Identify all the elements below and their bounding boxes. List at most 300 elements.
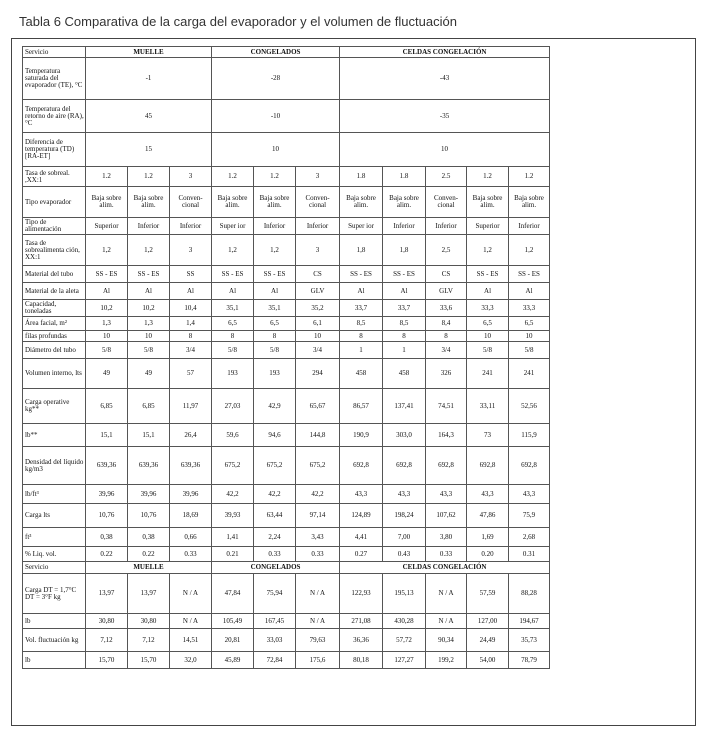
table-cell: 1.2 <box>509 167 550 187</box>
group-value-cell: -1 <box>86 58 212 100</box>
header-servicio: Servicio <box>23 47 86 58</box>
table-cell: Conven-cional <box>170 187 212 218</box>
table-cell: 0.27 <box>340 547 383 562</box>
row-label: Área facial, m² <box>23 317 86 331</box>
table-cell: Inferior <box>254 218 296 235</box>
table-cell: 2,5 <box>426 235 467 266</box>
row-label: Carga lts <box>23 504 86 528</box>
table-cell: 10 <box>128 331 170 342</box>
table-cell: 1,2 <box>128 235 170 266</box>
row-label: Carga operative kg** <box>23 389 86 424</box>
row-label: Volumen interno, lts <box>23 359 86 389</box>
table-row <box>23 342 550 359</box>
table-cell: Baja sobre alim. <box>383 187 426 218</box>
table-cell: 3 <box>296 167 340 187</box>
table-cell: 47,86 <box>467 504 509 528</box>
table-cell: 43,3 <box>426 485 467 504</box>
table-cell: 0,38 <box>128 528 170 547</box>
table-cell: SS <box>170 266 212 283</box>
table-cell: 430,28 <box>383 614 426 629</box>
table-cell: 5/8 <box>254 342 296 359</box>
table-cell: 115,9 <box>509 424 550 447</box>
table-cell: 10 <box>86 331 128 342</box>
row-label: Tasa de sobrealimenta ción, XX:1 <box>23 235 86 266</box>
table-row <box>23 629 550 652</box>
table-cell: 26,4 <box>170 424 212 447</box>
table-cell: 692,8 <box>426 447 467 485</box>
table-cell: N / A <box>170 574 212 614</box>
table-cell: Al <box>86 283 128 300</box>
row-label: lb <box>23 614 86 629</box>
table-cell: 39,93 <box>212 504 254 528</box>
table-cell: 5/8 <box>509 342 550 359</box>
table-cell: Inferior <box>509 218 550 235</box>
table-cell: 1,8 <box>340 235 383 266</box>
table-row <box>23 317 550 331</box>
table-cell: Al <box>340 283 383 300</box>
table-row <box>23 389 550 424</box>
table-cell: 15,70 <box>86 652 128 669</box>
table-cell: 35,73 <box>509 629 550 652</box>
table-cell: 33,6 <box>426 300 467 317</box>
table-cell: 33,11 <box>467 389 509 424</box>
table-cell: 65,67 <box>296 389 340 424</box>
table-cell: 57,72 <box>383 629 426 652</box>
table-cell: 5/8 <box>128 342 170 359</box>
section-row <box>23 58 550 100</box>
table-cell: 1,8 <box>383 235 426 266</box>
table-cell: 57,59 <box>467 574 509 614</box>
table-cell: 1,3 <box>128 317 170 331</box>
table-cell: Baja sobre alim. <box>212 187 254 218</box>
table-cell: 195,13 <box>383 574 426 614</box>
table-cell: 10 <box>296 331 340 342</box>
table-cell: 294 <box>296 359 340 389</box>
table-cell: 73 <box>467 424 509 447</box>
table-cell: 8,5 <box>340 317 383 331</box>
row-label: Material de la aleta <box>23 283 86 300</box>
table-cell: 39,96 <box>128 485 170 504</box>
table-cell: 8,4 <box>426 317 467 331</box>
table-cell: 6,5 <box>467 317 509 331</box>
table-cell: 10,2 <box>128 300 170 317</box>
table-cell: 63,44 <box>254 504 296 528</box>
table-cell: 10 <box>467 331 509 342</box>
table-row <box>23 300 550 317</box>
row-label: Temperatura saturada del evaporador (TE), °C <box>23 58 86 100</box>
row-label: Temperatura del retorno de aire (RA),°C <box>23 100 86 133</box>
table-cell: 14,51 <box>170 629 212 652</box>
row-label: Material del tubo <box>23 266 86 283</box>
table-cell: 43,3 <box>340 485 383 504</box>
table-cell: 42,2 <box>296 485 340 504</box>
table-cell: 198,24 <box>383 504 426 528</box>
table-cell: 7,12 <box>86 629 128 652</box>
table-cell: 45,89 <box>212 652 254 669</box>
table-cell: 47,84 <box>212 574 254 614</box>
table-cell: 199,2 <box>426 652 467 669</box>
table-cell: 36,36 <box>340 629 383 652</box>
table-cell: Conven-cional <box>296 187 340 218</box>
table-cell: 15,1 <box>86 424 128 447</box>
table-cell: 3 <box>170 235 212 266</box>
table-cell: 193 <box>212 359 254 389</box>
table-cell: 13,97 <box>86 574 128 614</box>
group-value-cell: -43 <box>340 58 550 100</box>
row-label: % Liq. vol. <box>23 547 86 562</box>
row-label: Capacidad, toneladas <box>23 300 86 317</box>
table-cell: 6,1 <box>296 317 340 331</box>
row-label: Carga DT = 1,7°C DT = 3°F kg <box>23 574 86 614</box>
table-cell: 32,0 <box>170 652 212 669</box>
table-cell: 639,36 <box>128 447 170 485</box>
table-cell: 49 <box>86 359 128 389</box>
table-cell: N / A <box>296 574 340 614</box>
table-cell: 0.33 <box>170 547 212 562</box>
table-row <box>23 528 550 547</box>
table-cell: 90,34 <box>426 629 467 652</box>
table-cell: 3,80 <box>426 528 467 547</box>
table-cell: 97,14 <box>296 504 340 528</box>
table-cell: 42,2 <box>212 485 254 504</box>
table-cell: 15,1 <box>128 424 170 447</box>
table-cell: 1 <box>340 342 383 359</box>
table-cell: Inferior <box>296 218 340 235</box>
table-cell: 6,85 <box>128 389 170 424</box>
section-row <box>23 133 550 167</box>
table-cell: 10 <box>509 331 550 342</box>
table-cell: 15,70 <box>128 652 170 669</box>
table-cell: 0.43 <box>383 547 426 562</box>
table-cell: 86,57 <box>340 389 383 424</box>
table-cell: 692,8 <box>467 447 509 485</box>
table-cell: 20,81 <box>212 629 254 652</box>
table-cell: SS - ES <box>383 266 426 283</box>
table-cell: 75,9 <box>509 504 550 528</box>
table-cell: 3 <box>296 235 340 266</box>
table-cell: 164,3 <box>426 424 467 447</box>
table-cell: 2,68 <box>509 528 550 547</box>
table-cell: 8,5 <box>383 317 426 331</box>
table-row <box>23 218 550 235</box>
table-cell: 3,43 <box>296 528 340 547</box>
table-cell: 3/4 <box>426 342 467 359</box>
table-cell: 1,2 <box>254 235 296 266</box>
table-cell: 122,93 <box>340 574 383 614</box>
table-cell: 1.8 <box>383 167 426 187</box>
page-title: Tabla 6 Comparativa de la carga del evaporador y el volumen de fluctuación <box>19 14 457 29</box>
table-row <box>23 331 550 342</box>
table-cell: 35,1 <box>212 300 254 317</box>
table-cell: 42,2 <box>254 485 296 504</box>
row-label: lb <box>23 652 86 669</box>
table-cell: 33,3 <box>467 300 509 317</box>
table-cell: 33,03 <box>254 629 296 652</box>
table-cell: 326 <box>426 359 467 389</box>
group-value-cell: -10 <box>212 100 340 133</box>
table-cell: 3/4 <box>296 342 340 359</box>
table-cell: 127,27 <box>383 652 426 669</box>
table-cell: 80,18 <box>340 652 383 669</box>
table-cell: 5/8 <box>467 342 509 359</box>
table-cell: 3 <box>170 167 212 187</box>
table-cell: 33,7 <box>383 300 426 317</box>
table-cell: 692,8 <box>509 447 550 485</box>
table-cell: 271,08 <box>340 614 383 629</box>
table-cell: Al <box>212 283 254 300</box>
row-label: filas profundas <box>23 331 86 342</box>
table-cell: 241 <box>509 359 550 389</box>
table-cell: GLV <box>426 283 467 300</box>
table-row <box>23 424 550 447</box>
row-label: Diferencia de temperatura (TD) [RA-ET] <box>23 133 86 167</box>
table-row <box>23 652 550 669</box>
table-cell: 94,6 <box>254 424 296 447</box>
table-cell: 33,3 <box>509 300 550 317</box>
table-cell: 35,2 <box>296 300 340 317</box>
table-cell: 88,28 <box>509 574 550 614</box>
table-row <box>23 504 550 528</box>
table-cell: 10,4 <box>170 300 212 317</box>
row-label: Vol. fluctuación kg <box>23 629 86 652</box>
table-cell: 78,79 <box>509 652 550 669</box>
table-cell: 2.5 <box>426 167 467 187</box>
table-cell: 6,85 <box>86 389 128 424</box>
table-cell: SS - ES <box>128 266 170 283</box>
table-cell: 33,7 <box>340 300 383 317</box>
table-cell: N / A <box>426 614 467 629</box>
row-label: Tipo de alimentación <box>23 218 86 235</box>
table-cell: 0.33 <box>254 547 296 562</box>
header-group: MUELLE <box>86 562 212 574</box>
table-cell: 675,2 <box>212 447 254 485</box>
table-cell: 193 <box>254 359 296 389</box>
table-cell: 74,51 <box>426 389 467 424</box>
table-cell: 1.2 <box>467 167 509 187</box>
table-cell: SS - ES <box>212 266 254 283</box>
row-label: Tasa de sobreal. ,XX:1 <box>23 167 86 187</box>
header-group: CELDAS CONGELACIÓN <box>340 562 550 574</box>
table-cell: 8 <box>383 331 426 342</box>
table-cell: Baja sobre alim. <box>86 187 128 218</box>
table-row <box>23 187 550 218</box>
table-cell: 3/4 <box>170 342 212 359</box>
table-cell: 0.33 <box>426 547 467 562</box>
table-cell: 5/8 <box>86 342 128 359</box>
table-cell: Al <box>383 283 426 300</box>
table-cell: 1.2 <box>128 167 170 187</box>
table-cell: 1,3 <box>86 317 128 331</box>
table-cell: 1,41 <box>212 528 254 547</box>
header-group: CONGELADOS <box>212 47 340 58</box>
table-cell: Baja sobre alim. <box>467 187 509 218</box>
table-cell: 72,84 <box>254 652 296 669</box>
table-cell: 303,0 <box>383 424 426 447</box>
table-cell: 52,56 <box>509 389 550 424</box>
table-cell: Super ior <box>340 218 383 235</box>
table-cell: Baja sobre alim. <box>340 187 383 218</box>
comparison-table <box>22 46 550 669</box>
table-cell: 0.22 <box>86 547 128 562</box>
table-cell: 639,36 <box>86 447 128 485</box>
table-cell: 0.31 <box>509 547 550 562</box>
table-row <box>23 359 550 389</box>
table-cell: 107,62 <box>426 504 467 528</box>
table-cell: Al <box>254 283 296 300</box>
row-label: Tipo evaporador <box>23 187 86 218</box>
table-cell: 458 <box>383 359 426 389</box>
table-cell: 1.2 <box>212 167 254 187</box>
table-cell: 675,2 <box>296 447 340 485</box>
table-cell: 1,2 <box>467 235 509 266</box>
table-cell: 2,24 <box>254 528 296 547</box>
table-header-row <box>23 47 550 58</box>
table-row <box>23 614 550 629</box>
table-cell: Super ior <box>212 218 254 235</box>
table-cell: 10,76 <box>128 504 170 528</box>
table-cell: 105,49 <box>212 614 254 629</box>
table-cell: 39,96 <box>170 485 212 504</box>
table-cell: 167,45 <box>254 614 296 629</box>
table-cell: SS - ES <box>86 266 128 283</box>
table-cell: 692,8 <box>383 447 426 485</box>
table-cell: 30,80 <box>86 614 128 629</box>
table-cell: 190,9 <box>340 424 383 447</box>
table-cell: SS - ES <box>509 266 550 283</box>
table-cell: 57 <box>170 359 212 389</box>
table-cell: 10,2 <box>86 300 128 317</box>
table-cell: 59,6 <box>212 424 254 447</box>
table-cell: SS - ES <box>340 266 383 283</box>
table-cell: 144,8 <box>296 424 340 447</box>
table-cell: 639,36 <box>170 447 212 485</box>
table-cell: 0,66 <box>170 528 212 547</box>
table-cell: GLV <box>296 283 340 300</box>
table-cell: Baja sobre alim. <box>128 187 170 218</box>
table-row <box>23 266 550 283</box>
table-cell: 39,96 <box>86 485 128 504</box>
table-cell: 1.2 <box>254 167 296 187</box>
table-cell: 8 <box>340 331 383 342</box>
table-cell: Baja sobre alim. <box>254 187 296 218</box>
group-value-cell: 10 <box>212 133 340 167</box>
table-cell: Al <box>128 283 170 300</box>
table-cell: Baja sobre alim. <box>509 187 550 218</box>
row-label: ft³ <box>23 528 86 547</box>
table-cell: 5/8 <box>212 342 254 359</box>
table-cell: 1,2 <box>212 235 254 266</box>
table-cell: 0.22 <box>128 547 170 562</box>
header-group: CELDAS CONGELACIÓN <box>340 47 550 58</box>
table-row <box>23 167 550 187</box>
table-cell: 6,5 <box>254 317 296 331</box>
table-cell: 42,9 <box>254 389 296 424</box>
table-cell: 127,00 <box>467 614 509 629</box>
table-cell: 75,94 <box>254 574 296 614</box>
table-row <box>23 283 550 300</box>
table-cell: 1,2 <box>509 235 550 266</box>
table-cell: 13,97 <box>128 574 170 614</box>
table-cell: 137,41 <box>383 389 426 424</box>
table-cell: 1,69 <box>467 528 509 547</box>
row-label: Densidad del líquido kg/m3 <box>23 447 86 485</box>
table-cell: 54,00 <box>467 652 509 669</box>
table-cell: 8 <box>212 331 254 342</box>
table-cell: 0.21 <box>212 547 254 562</box>
table-header-row <box>23 562 550 574</box>
table-cell: 1.2 <box>86 167 128 187</box>
table-cell: Inferior <box>128 218 170 235</box>
table-cell: 24,49 <box>467 629 509 652</box>
table-cell: N / A <box>170 614 212 629</box>
table-cell: 124,89 <box>340 504 383 528</box>
table-cell: 1,2 <box>86 235 128 266</box>
table-cell: 11,97 <box>170 389 212 424</box>
table-cell: 0.20 <box>467 547 509 562</box>
table-cell: 0,38 <box>86 528 128 547</box>
table-cell: 4,41 <box>340 528 383 547</box>
table-cell: 1 <box>383 342 426 359</box>
table-row <box>23 235 550 266</box>
table-cell: 43,3 <box>509 485 550 504</box>
table-row <box>23 574 550 614</box>
table-cell: 6,5 <box>212 317 254 331</box>
table-cell: 27,03 <box>212 389 254 424</box>
header-group: CONGELADOS <box>212 562 340 574</box>
table-cell: 18,69 <box>170 504 212 528</box>
table-cell: 175,6 <box>296 652 340 669</box>
table-cell: 30,80 <box>128 614 170 629</box>
table-cell: 79,63 <box>296 629 340 652</box>
group-value-cell: 45 <box>86 100 212 133</box>
row-label: lb** <box>23 424 86 447</box>
table-cell: 8 <box>254 331 296 342</box>
table-cell: 35,1 <box>254 300 296 317</box>
table-cell: 43,3 <box>383 485 426 504</box>
section-row <box>23 100 550 133</box>
table-cell: 194,67 <box>509 614 550 629</box>
table-cell: SS - ES <box>467 266 509 283</box>
table-cell: Inferior <box>383 218 426 235</box>
table-cell: 7,00 <box>383 528 426 547</box>
table-cell: Al <box>509 283 550 300</box>
group-value-cell: -28 <box>212 58 340 100</box>
group-value-cell: -35 <box>340 100 550 133</box>
table-cell: 692,8 <box>340 447 383 485</box>
table-cell: 8 <box>170 331 212 342</box>
table-row <box>23 485 550 504</box>
table-cell: Al <box>170 283 212 300</box>
table-cell: CS <box>296 266 340 283</box>
table-cell: 675,2 <box>254 447 296 485</box>
table-cell: N / A <box>426 574 467 614</box>
table-cell: 10,76 <box>86 504 128 528</box>
table-cell: 8 <box>426 331 467 342</box>
table-cell: Inferior <box>426 218 467 235</box>
table-cell: CS <box>426 266 467 283</box>
table-cell: Superior <box>86 218 128 235</box>
table-cell: 0.33 <box>296 547 340 562</box>
table-cell: 458 <box>340 359 383 389</box>
table-row <box>23 447 550 485</box>
table-cell: SS - ES <box>254 266 296 283</box>
group-value-cell: 10 <box>340 133 550 167</box>
table-cell: Superior <box>467 218 509 235</box>
table-cell: 6,5 <box>509 317 550 331</box>
table-cell: N / A <box>296 614 340 629</box>
table-cell: 1.8 <box>340 167 383 187</box>
table-cell: 241 <box>467 359 509 389</box>
